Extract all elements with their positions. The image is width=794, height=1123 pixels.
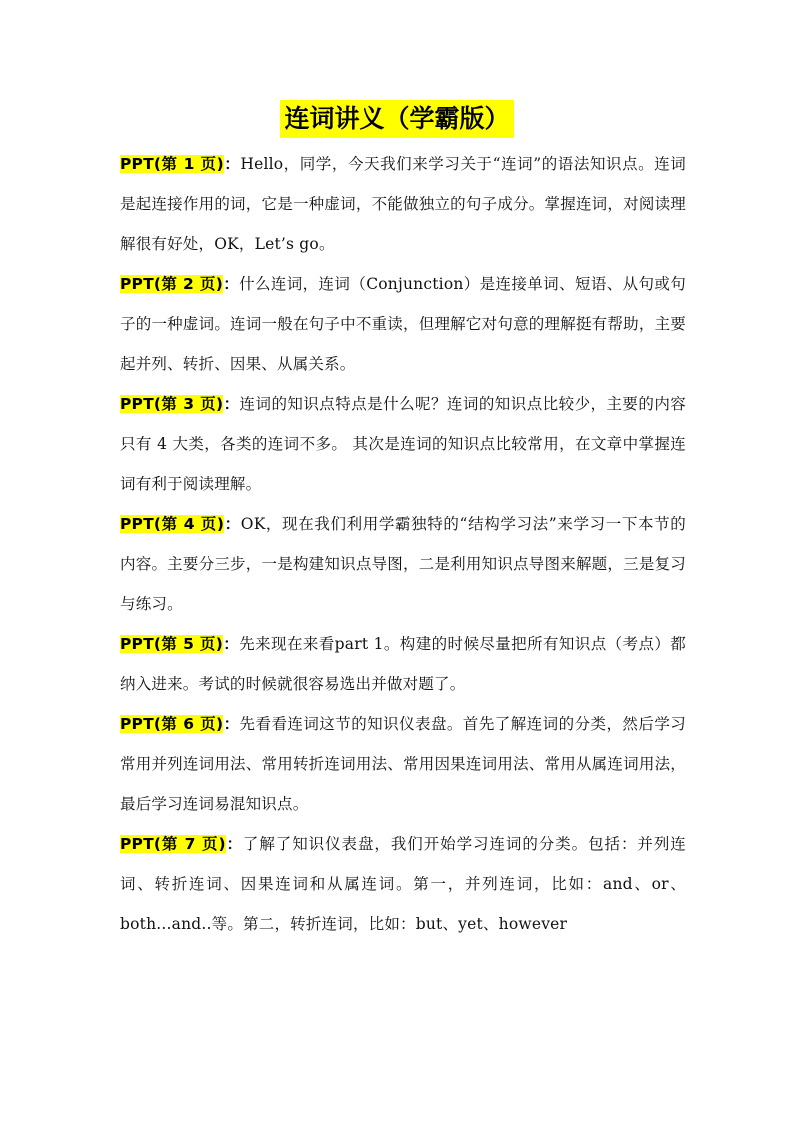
paragraph-text: 了解了知识仪表盘，我们开始学习连词的分类。包括：并列连词、转折连词、因果连词和从属连词。第一，并列连词，比如：and、or、both...and..等。第二，转折连词，比如：but、yet、however xyxy=(120,835,687,933)
paragraph-label: PPT(第 6 页) xyxy=(120,715,224,733)
paragraph-ppt-2 xyxy=(120,264,686,384)
paragraph-ppt-6 xyxy=(120,704,686,824)
paragraph-label: PPT(第 2 页) xyxy=(120,275,223,293)
paragraph-ppt-5 xyxy=(120,624,686,704)
label-colon: ： xyxy=(225,834,243,853)
label-colon: ： xyxy=(223,394,240,413)
paragraph-ppt-1 xyxy=(120,144,686,264)
label-colon: ： xyxy=(224,514,241,533)
paragraph-text: Hello，同学，今天我们来学习关于“连词”的语法知识点。连词是起连接作用的词，它是一种虚词，不能做独立的句子成分。掌握连词，对阅读理解很有好处，OK，Let’s go。 xyxy=(120,155,686,253)
paragraph-ppt-4 xyxy=(120,504,686,624)
paragraph-label: PPT(第 1 页) xyxy=(120,155,224,173)
paragraph-text: 连词的知识点特点是什么呢？连词的知识点比较少，主要的内容只有 4 大类，各类的连词不多。 其次是连词的知识点比较常用，在文章中掌握连词有利于阅读理解。 xyxy=(120,395,686,493)
paragraph-label: PPT(第 5 页) xyxy=(120,635,224,653)
title-wrapper xyxy=(0,100,794,138)
paragraph-label: PPT(第 7 页) xyxy=(120,835,226,853)
paragraph-ppt-3 xyxy=(120,384,686,504)
paragraph-text: 什么连词，连词（Conjunction）是连接单词、短语、从句或句子的一种虚词。连词一般在句子中不重读，但理解它对句意的理解挺有帮助，主要起并列、转折、因果、从属关系。 xyxy=(120,275,687,373)
paragraph-text: 先看看连词这节的知识仪表盘。首先了解连词的分类，然后学习常用并列连词用法、常用转折连词用法、常用因果连词用法、常用从属连词用法，最后学习连词易混知识点。 xyxy=(120,715,686,813)
document-body xyxy=(120,144,686,944)
paragraph-text: OK，现在我们利用学霸独特的“结构学习法”来学习一下本节的内容。主要分三步，一是构建知识点导图，二是利用知识点导图来解题，三是复习与练习。 xyxy=(120,515,686,613)
label-colon: ： xyxy=(223,634,240,653)
label-colon: ： xyxy=(223,154,241,173)
label-colon: ： xyxy=(223,274,240,293)
paragraph-label: PPT(第 4 页) xyxy=(120,515,225,533)
paragraph-ppt-7 xyxy=(120,824,686,944)
label-colon: ： xyxy=(223,714,240,733)
document-title: 连词讲义（学霸版） xyxy=(280,100,513,138)
paragraph-label: PPT(第 3 页) xyxy=(120,395,224,413)
paragraph-text: 先来现在来看part 1。构建的时候尽量把所有知识点（考点）都纳入进来。考试的时候就很容易选出并做对题了。 xyxy=(120,635,686,693)
